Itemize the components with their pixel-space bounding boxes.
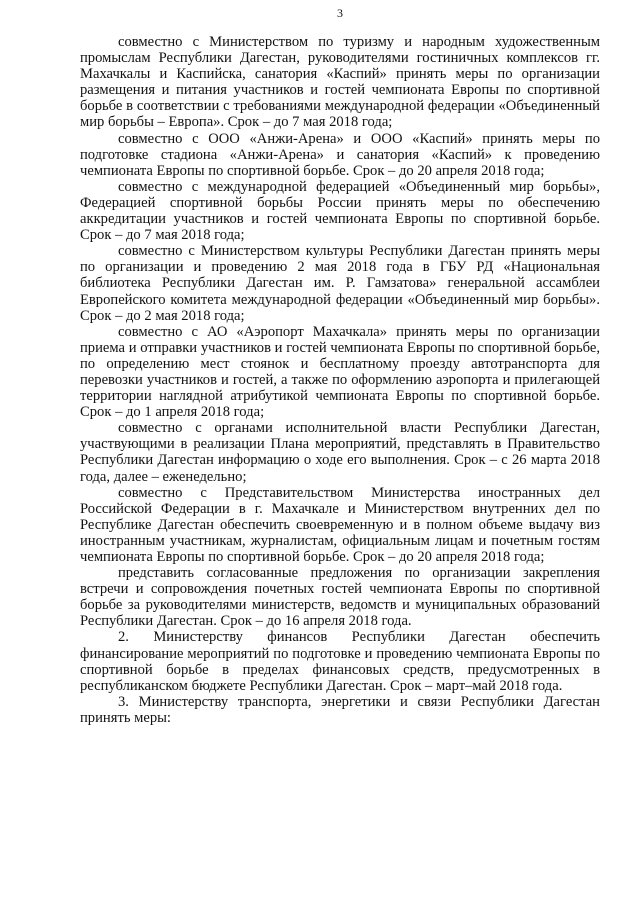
paragraph-culture: совместно с Министерством культуры Республики Дагестан принять меры по организации и проведению 2 мая 2018 года в ГБУ РД «Национальная библиотека Республики Дагестан им. Р. Гамзатова» генеральной ассамблеи Европейского комитета международной федерации «Объединенный мир борьбы». Срок – до 2 мая 2018 года; [80,243,600,324]
page-number: 3 [337,6,343,20]
paragraph-visas: совместно с Представительством Министерства иностранных дел Российской Федерации в г. Махачкале и Министерством внутренних дел по Республике Дагестан обеспечить своевременную и в полном объеме выдачу виз иностранным участникам, журналистам, официальным лицам и почетным гостям чемпионата Европы по спортивной борьбе. Срок – до 20 апреля 2018 года; [80,484,600,565]
paragraph-airport: совместно с АО «Аэропорт Махачкала» принять меры по организации приема и отправки участников и гостей чемпионата Европы по спортивной борьбе, по определению мест стоянок и бесплатному проезду автотранспорта для перевозки участников и гостей, а также по оформлению аэропорта и прилегающей территории наглядной атрибутикой чемпионата Европы по спортивной борьбе. Срок – до 1 апреля 2018 года; [80,323,600,421]
paragraph-anzhi-arena: совместно с ООО «Анжи-Арена» и ООО «Каспий» принять меры по подготовке стадиона «Анжи-Арена» и санатория «Каспий» к проведению чемпионата Европы по спортивной борьбе. Срок – до 20 апреля 2018 года; [80,130,600,179]
paragraph-guests: представить согласованные предложения по организации закрепления встречи и сопровождения почетных гостей чемпионата Европы по спортивной борьбе за руководителями министерств, ведомств и муниципальных образований Республики Дагестан. Срок – до 16 апреля 2018 года. [80,565,600,630]
paragraph-finance: 2. Министерству финансов Республики Дагестан обеспечить финансирование мероприятий по подготовке и проведению чемпионата Европы по спортивной борьбе в пределах финансовых средств, предусмотренных в республиканском бюджете Республики Дагестан. Срок – март–май 2018 года. [80,629,600,694]
paragraph-tourism: совместно с Министерством по туризму и народным художественным промыслам Республики Дагестан, руководителями гостиничных комплексов гг. Махачкалы и Каспийска, санатория «Каспий» принять меры по организации размещения и питания участников и гостей чемпионата Европы по спортивной борьбе в соответствии с требованиями международной федерации «Объединенный мир борьбы – Европа». Срок – до 7 мая 2018 года; [80,34,600,131]
paragraph-reporting: совместно с органами исполнительной власти Республики Дагестан, участвующими в реализации Плана мероприятий, представлять в Правительство Республики Дагестан информацию о ходе его выполнения. Срок – с 26 марта 2018 года, далее – еженедельно; [80,420,600,485]
paragraph-accreditation: совместно с международной федерацией «Объединенный мир борьбы», Федерацией спортивной борьбы России принять меры по обеспечению аккредитации участников и гостей чемпионата Европы по спортивной борьбе. Срок – до 7 мая 2018 года; [80,178,600,244]
paragraph-transport: 3. Министерству транспорта, энергетики и связи Республики Дагестан принять меры: [80,693,600,726]
